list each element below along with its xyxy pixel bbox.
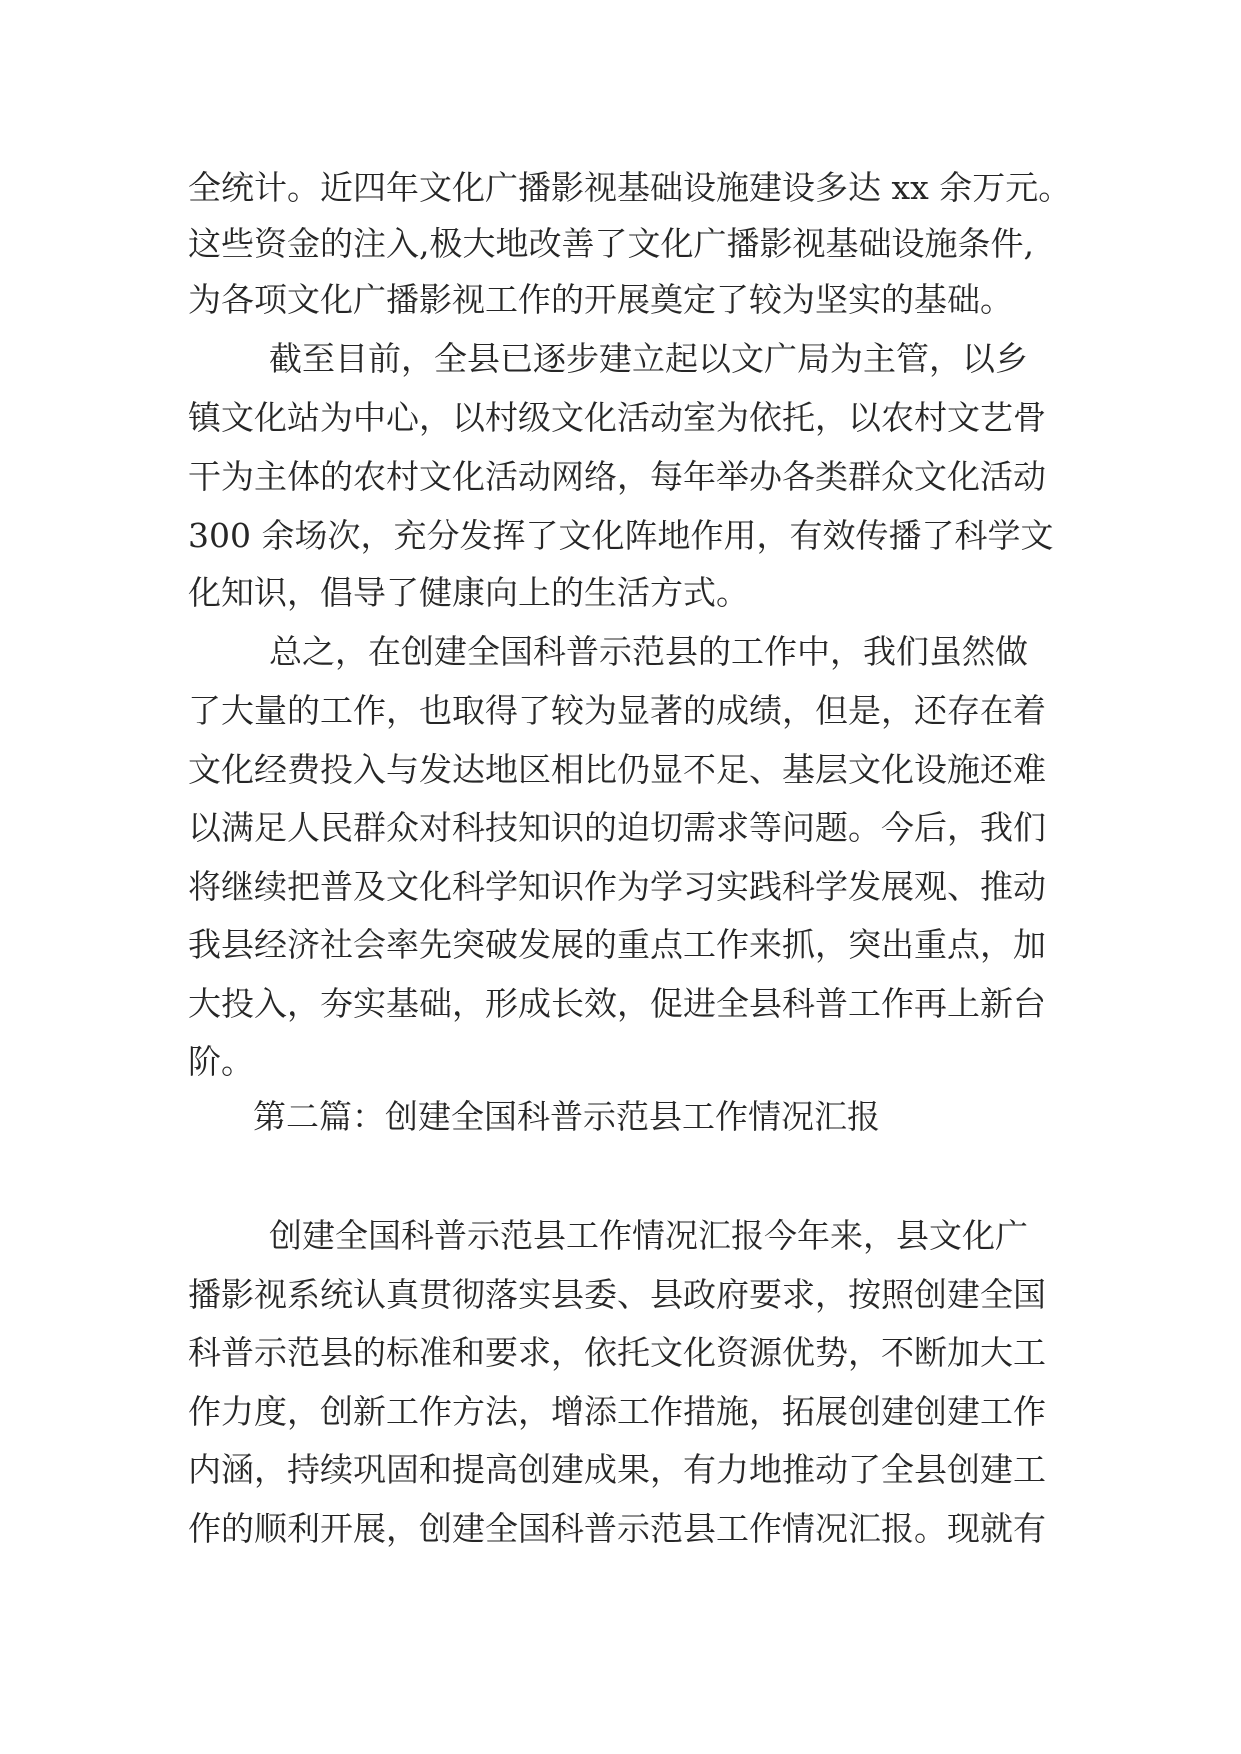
text-line: 这些资金的注入,极大地改善了文化广播影视基础设施条件, [188, 224, 1034, 263]
text-line: 全统计。近四年文化广播影视基础设施建设多达 xx 余万元。 [188, 168, 1072, 207]
text-line: 阶。 [188, 1042, 254, 1081]
text-line: 以满足人民群众对科技知识的迫切需求等问题。今后，我们 [188, 808, 1046, 847]
text-line: 科普示范县的标准和要求，依托文化资源优势，不断加大工 [188, 1333, 1046, 1372]
text-line: 内涵，持续巩固和提高创建成果，有力地推动了全县创建工 [188, 1450, 1046, 1489]
text-line: 文化经费投入与发达地区相比仍显不足、基层文化设施还难 [188, 750, 1046, 789]
text-line: 创建全国科普示范县工作情况汇报今年来，县文化广 [269, 1216, 1028, 1255]
text-line: 总之，在创建全国科普示范县的工作中，我们虽然做 [269, 632, 1028, 671]
text-line: 300 余场次，充分发挥了文化阵地作用，有效传播了科学文 [188, 516, 1054, 555]
text-line: 将继续把普及文化科学知识作为学习实践科学发展观、推动 [188, 867, 1046, 906]
text-line: 了大量的工作，也取得了较为显著的成绩，但是，还存在着 [188, 691, 1046, 730]
text-line: 我县经济社会率先突破发展的重点工作来抓，突出重点，加 [188, 925, 1046, 964]
text-line: 镇文化站为中心，以村级文化活动室为依托，以农村文艺骨 [188, 398, 1046, 437]
text-line: 干为主体的农村文化活动网络，每年举办各类群众文化活动 [188, 457, 1046, 496]
text-line: 播影视系统认真贯彻落实县委、县政府要求，按照创建全国 [188, 1275, 1046, 1314]
text-line: 作的顺利开展，创建全国科普示范县工作情况汇报。现就有 [188, 1509, 1046, 1548]
text-line: 化知识，倡导了健康向上的生活方式。 [188, 573, 749, 612]
text-line: 为各项文化广播影视工作的开展奠定了较为坚实的基础。 [188, 280, 1013, 319]
text-line: 大投入，夯实基础，形成长效，促进全县科普工作再上新台 [188, 984, 1046, 1023]
text-line: 截至目前，全县已逐步建立起以文广局为主管，以乡 [269, 339, 1028, 378]
text-line: 作力度，创新工作方法，增添工作措施，拓展创建创建工作 [188, 1392, 1046, 1431]
section-heading: 第二篇：创建全国科普示范县工作情况汇报 [253, 1097, 880, 1136]
